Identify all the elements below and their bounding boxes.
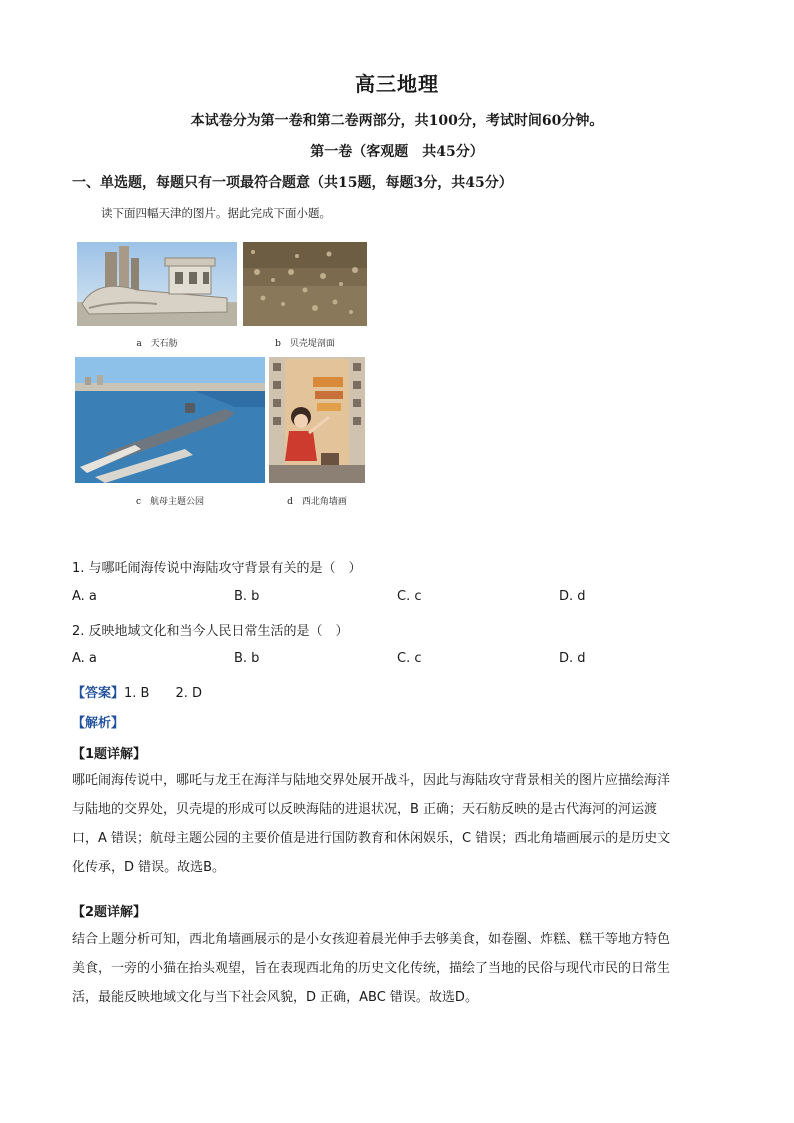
- caption-d: d 西北角墙画: [287, 497, 347, 507]
- caption-a: a 天石舫: [136, 339, 178, 349]
- q1-line: 与陆地的交界处，贝壳堤的形成可以反映海陆的进退状况，B 正确；天石舫反映的是古代海河的河运渡: [72, 802, 658, 817]
- q1-line: 口，A 错误；航母主题公园的主要价值是进行国防教育和休闲娱乐，C 错误；西北角墙画展示的是历史文: [72, 831, 671, 846]
- question-2-option-b: B. b: [234, 651, 260, 666]
- answer-text: 1. B 2. D: [124, 686, 203, 701]
- q1-detail-heading: 【1题详解】: [72, 747, 147, 762]
- q2-line: 活，最能反映地域文化与当下社会风貌，D 正确，ABC 错误。故选D。: [72, 990, 478, 1005]
- analysis-tag: 【解析】: [72, 716, 125, 731]
- q1-line: 哪吒闹海传说中，哪吒与龙王在海洋与陆地交界处展开战斗，因此与海陆攻守背景相关的图片应描绘海洋: [72, 773, 671, 788]
- question-1-option-b: B. b: [234, 589, 260, 604]
- photo-shell-embankment: [243, 242, 367, 326]
- question-1-option-d: D. d: [559, 589, 586, 604]
- q2-detail-heading: 【2题详解】: [72, 905, 147, 920]
- question-2-option-a: A. a: [72, 651, 97, 666]
- section-title: 一、单选题，每题只有一项最符合题意（共15题，每题3分，共45分）: [72, 175, 513, 191]
- photo-carrier-park: [75, 357, 265, 483]
- question-2-option-d: D. d: [559, 651, 586, 666]
- page-title: 高三地理: [355, 72, 439, 96]
- exam-instructions: 本试卷分为第一卷和第二卷两部分，共100分，考试时间60分钟。: [190, 113, 604, 129]
- caption-b: b 贝壳堤剖面: [275, 339, 335, 349]
- photo-mural: [269, 357, 365, 483]
- question-2-option-c: C. c: [397, 651, 422, 666]
- q1-explanation: [72, 766, 722, 882]
- q1-line: 化传承，D 错误。故选B。: [72, 860, 226, 875]
- photo-stone-boat: [77, 242, 237, 326]
- answer-line: [72, 682, 202, 701]
- q2-explanation: [72, 925, 722, 1012]
- question-1-option-a: A. a: [72, 589, 97, 604]
- q2-line: 美食，一旁的小猫在抬头观望，旨在表现西北角的历史文化传统，描绘了当地的民俗与现代市民的日常生: [72, 961, 671, 976]
- caption-c: c 航母主题公园: [135, 497, 205, 507]
- question-intro: 读下面四幅天津的图片。据此完成下面小题。: [101, 206, 331, 220]
- q2-line: 结合上题分析可知，西北角墙画展示的是小女孩迎着晨光伸手去够美食，如卷圈、炸糕、糕干等地方特色: [72, 932, 671, 947]
- question-1-stem: 1. 与哪吒闹海传说中海陆攻守背景有关的是（ ）: [72, 561, 362, 576]
- answer-tag: 【答案】: [72, 686, 125, 701]
- part-title: 第一卷（客观题 共45分）: [310, 144, 484, 160]
- question-2-stem: 2. 反映地域文化和当今人民日常生活的是（ ）: [72, 624, 349, 639]
- question-1-option-c: C. c: [397, 589, 422, 604]
